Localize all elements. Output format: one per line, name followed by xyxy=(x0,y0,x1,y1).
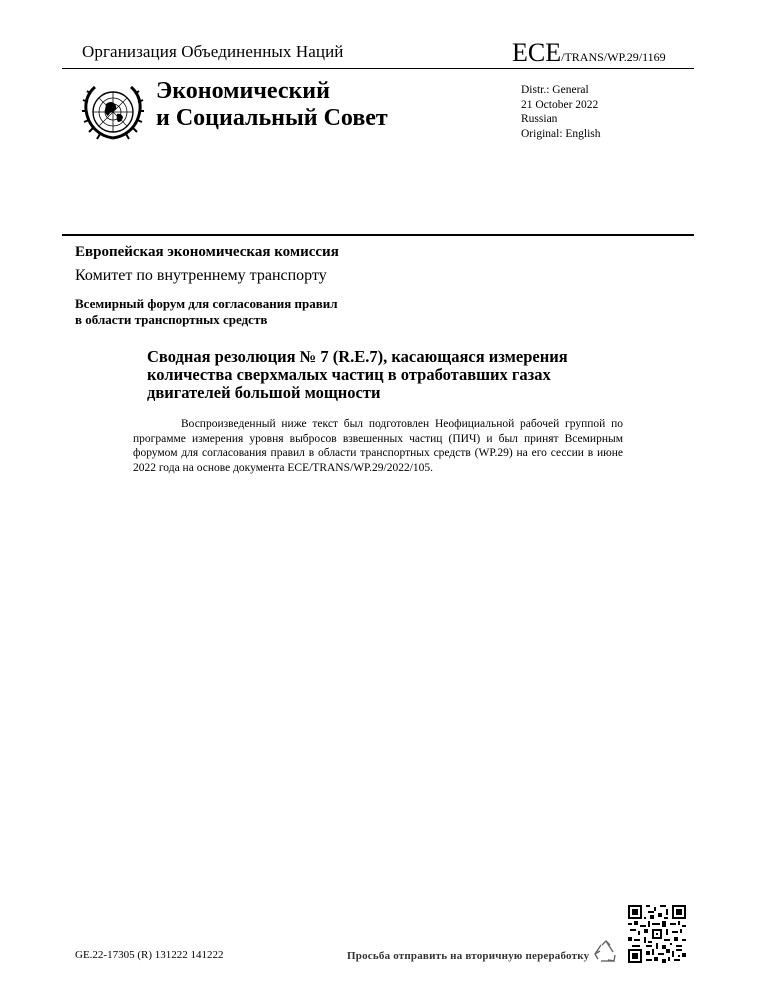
forum-name xyxy=(75,296,338,328)
committee-name: Комитет по внутреннему транспорту xyxy=(75,267,327,284)
header-rule xyxy=(62,68,694,69)
distr-label: Distr.: General xyxy=(521,84,589,96)
recycle-text: Просьба отправить на вторичную переработку xyxy=(347,950,590,962)
symbol-suffix: /TRANS/WP.29/1169 xyxy=(561,50,666,64)
section-rule xyxy=(62,234,694,236)
qr-code-icon xyxy=(628,905,686,963)
document-title: Сводная резолюция № 7 (R.E.7), касающаяся измерения количества сверхмалых частиц в отработавших газах двигателей большой мощности xyxy=(147,347,568,402)
introductory-note: Воспроизведенный ниже текст был подготовлен Неофициальной рабочей группой по программе измерения уровня выбросов взвешенных частиц (ПИЧ) и был принят Всемирным форумом для согласования правил в области транспортных средств (WP.29) на его сессии в июне 2022 года на основе документа ECE/TRANS/WP.29/2022/105. xyxy=(133,418,623,474)
council-line-1: Экономический xyxy=(156,78,330,104)
distribution-info xyxy=(521,83,601,141)
council-line-2: и Социальный Совет xyxy=(156,105,388,131)
organization-name: Организация Объединенных Наций xyxy=(82,42,344,61)
job-number: GE.22-17305 (R) 131222 141222 xyxy=(75,949,224,961)
forum-line-2: в области транспортных средств xyxy=(75,312,268,327)
original-language: Original: English xyxy=(521,127,601,140)
symbol-main: ECE xyxy=(512,38,562,67)
recycle-icon xyxy=(593,939,619,965)
language: Russian xyxy=(521,113,558,125)
document-symbol xyxy=(512,38,666,68)
un-emblem-icon xyxy=(79,78,147,146)
council-name xyxy=(156,78,388,132)
issue-date: 21 October 2022 xyxy=(521,98,599,111)
commission-name: Европейская экономическая комиссия xyxy=(75,244,339,260)
forum-line-1: Всемирный форум для согласования правил xyxy=(75,296,338,311)
